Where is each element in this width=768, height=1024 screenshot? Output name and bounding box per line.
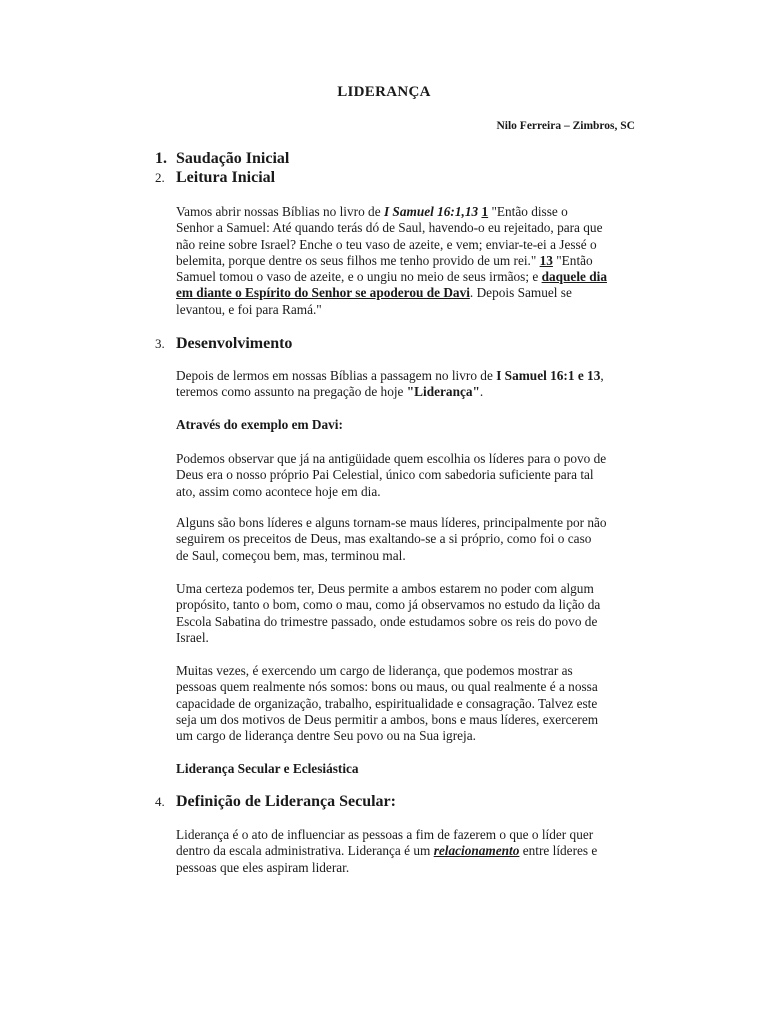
section-2-heading [155,169,275,187]
section-number: 2. [155,170,165,185]
emphasis-text: relacionamento [433,843,520,859]
development-paragraph-2: Alguns são bons líderes e alguns tornam-se maus líderes, principalmente por não seguirem os preceitos de Deus, mas exaltando-se a si próprio, como foi o caso de Saul, começou bem, mas, terminou mal. [176,515,607,563]
scripture-reference: I Samuel 16:1,13 [383,204,479,219]
development-paragraph-4: Muitas vezes, é exercendo um cargo de liderança, que podemos mostrar as pessoas quem realmente nós somos: bons ou maus, ou qual realmente é a nossa capacidade de organização, trabalho, espiritualidade e consagração. Talvez este seja um dos motivos de Deus permitir a ambos, bons e maus líderes, exercerem um cargo de liderança dentre Seu povo ou na Sua igreja. [176,663,599,744]
emphasis-text: daquele dia [541,269,607,285]
section-number: 1. [155,150,167,167]
section-title: Leitura Inicial [176,169,276,186]
section-1-heading [155,150,289,168]
section-4-heading [155,793,396,811]
section-3-heading [155,335,292,353]
verse-number: 13 [539,252,553,268]
subsection-title: Através do exemplo em Davi: [176,417,343,432]
verse-number: 1 [481,204,489,219]
section-number: 3. [155,336,165,351]
section-title: Saudação Inicial [176,150,290,167]
reading-paragraph: Vamos abrir nossas Bíblias no livro de I Samuel 16:1,13 1 "Então disse o Senhor a Samuel: Até quando terás dó de Saul, havendo-o eu rejeitado, para que não reine sobre Israel? Enche o teu vaso de azeite, e vem; enviar-te-ei a Jessé o belemita, porque dentre os seus filhos me tenho provido de um rei." 13 "Então Samuel tomou o vaso de azeite, e o ungiu no meio de seus irmãos; e daquele dia em diante o Espírito do Senhor se apoderou de Davi. Depois Samuel se levantou, e foi para Ramá." [176,204,607,317]
development-paragraph-3: Uma certeza podemos ter, Deus permite a ambos estarem no poder com algum propósito, tanto o bom, como o mau, como já observamos no estudo da lição da Escola Sabatina do trimestre passado, onde estudamos sobre os reis do povo de Israel. [176,581,601,645]
author-line: Nilo Ferreira – Zimbros, SC [496,120,635,132]
development-intro-paragraph: Depois de lermos em nossas Bíblias a passagem no livro de I Samuel 16:1 e 13, teremos como assunto na pregação de hoje "Liderança". [176,368,604,400]
section-title: Desenvolvimento [176,335,293,352]
definition-paragraph: Liderança é o ato de influenciar as pessoas a fim de fazerem o que o líder quer dentro da escala administrativa. Liderança é um relacionamento entre líderes e pessoas que eles aspiram liderar. [176,827,598,875]
document-title: LIDERANÇA [337,84,431,100]
section-title: Definição de Liderança Secular: [176,793,396,810]
emphasis-text: em diante o Espírito do Senhor se apoderou de Davi [176,285,470,301]
section-number: 4. [155,794,165,809]
development-paragraph-1: Podemos observar que já na antigüidade quem escolhia os líderes para o povo de Deus era o nosso próprio Pai Celestial, único com sabedoria suficiente para tal ato, assim como acontece hoje em dia. [176,451,607,499]
subsection-title: Liderança Secular e Eclesiástica [176,761,359,776]
